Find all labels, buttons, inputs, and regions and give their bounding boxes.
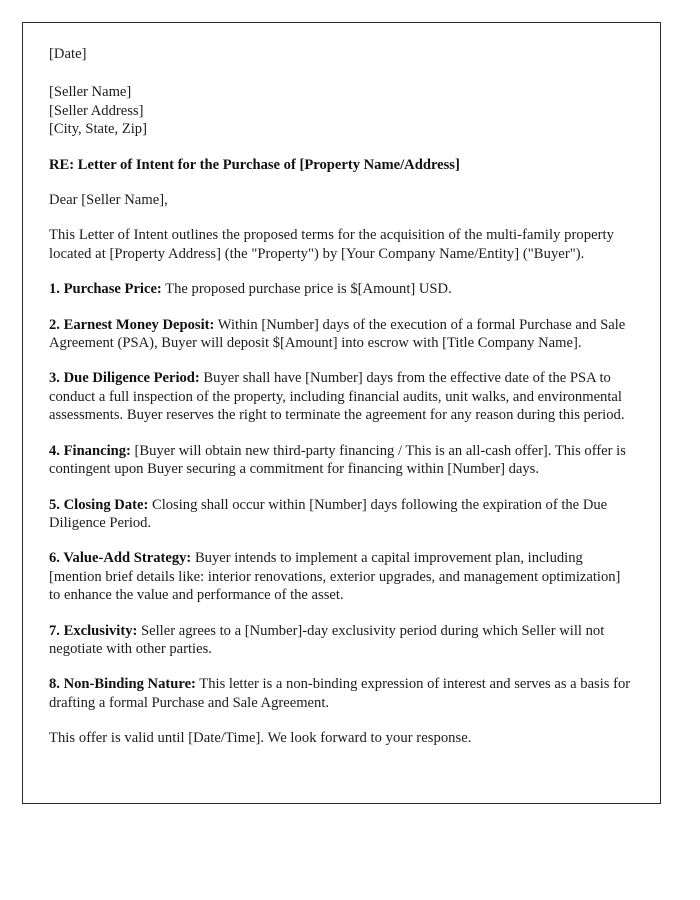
subject-line: RE: Letter of Intent for the Purchase of [Property Name/Address]	[49, 156, 460, 173]
clause-text: Within [Number] days of the execution of a formal Purchase and Sale Agreement (PSA), Buyer will deposit $[Amount] into escrow with [Title Company Name].	[49, 316, 626, 352]
closing-paragraph: This offer is valid until [Date/Time]. We look forward to your response.	[49, 730, 472, 747]
clause-label: 7. Exclusivity:	[49, 622, 138, 639]
clause-value-add-strategy	[49, 549, 633, 604]
clause-text: [Buyer will obtain new third-party financing / This is an all-cash offer]. This offer is contingent upon Buyer securing a commitment for financing within [Number] days.	[49, 442, 626, 478]
clause-text: Closing shall occur within [Number] days following the expiration of the Due Diligence Period.	[49, 496, 608, 531]
clause-label: 8. Non-Binding Nature:	[49, 676, 196, 693]
clause-financing	[49, 442, 633, 479]
clause-text: The proposed purchase price is $[Amount] USD.	[161, 281, 452, 298]
clause-closing-date	[49, 496, 633, 533]
clause-text: This letter is a non-binding expression of interest and serves as a basis for drafting a formal Purchase and Sale Agreement.	[49, 676, 631, 711]
clause-purchase-price	[49, 280, 633, 298]
clause-label: 1. Purchase Price:	[49, 281, 162, 298]
clause-exclusivity	[49, 622, 633, 659]
clause-label: 5. Closing Date:	[49, 496, 149, 513]
recipient-name: [Seller Name]	[49, 84, 132, 101]
letter-body	[23, 23, 660, 748]
recipient-city-state-zip: [City, State, Zip]	[49, 121, 147, 138]
recipient-address-block	[49, 83, 633, 138]
intro-paragraph: This Letter of Intent outlines the proposed terms for the acquisition of the multi-family property located at [Property Address] (the "Property") by [Your Company Name/Entity] ("Buyer").	[49, 227, 614, 262]
clause-text: Buyer intends to implement a capital improvement plan, including [mention brief details like: interior renovations, exterior upgrades, and management optimization] to enhance the value and performance of the asset.	[49, 550, 621, 604]
salutation: Dear [Seller Name],	[49, 192, 168, 209]
clause-label: 2. Earnest Money Deposit:	[49, 316, 215, 333]
clause-label: 6. Value-Add Strategy:	[49, 550, 192, 567]
clause-text: Buyer shall have [Number] days from the effective date of the PSA to conduct a full inspection of the property, including financial audits, unit walks, and environmental assessments. Buyer reserves the right to terminate the agreement for any reason during this period.	[49, 370, 625, 424]
clause-due-diligence-period	[49, 369, 633, 424]
date-placeholder: [Date]	[49, 46, 87, 62]
document-page	[22, 22, 661, 804]
clause-non-binding-nature	[49, 675, 633, 712]
clause-label: 4. Financing:	[49, 442, 131, 459]
clause-earnest-money-deposit	[49, 316, 633, 353]
recipient-address: [Seller Address]	[49, 102, 144, 119]
clause-label: 3. Due Diligence Period:	[49, 370, 200, 387]
clause-text: Seller agrees to a [Number]-day exclusivity period during which Seller will not negotiate with other parties.	[49, 622, 605, 657]
